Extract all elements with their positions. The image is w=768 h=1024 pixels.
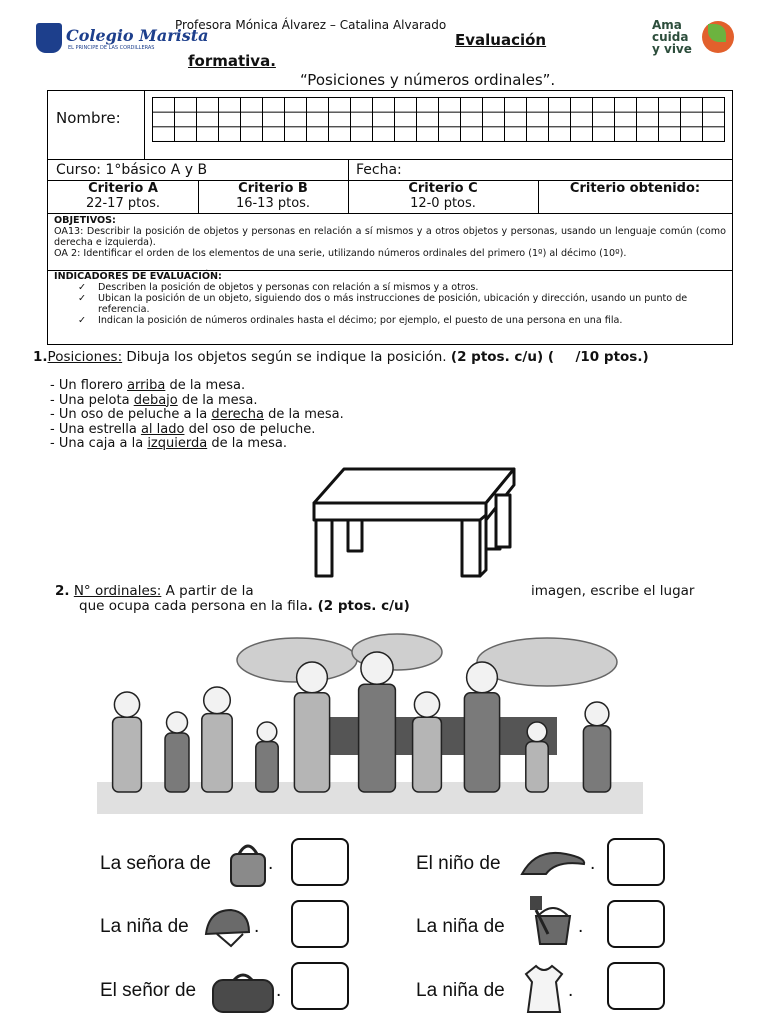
prompt-period: .	[590, 853, 596, 874]
instruction-item: - Un oso de peluche a la derecha de la mesa.	[50, 407, 344, 422]
person-head	[585, 702, 609, 726]
objectives-row	[48, 214, 732, 271]
question-points-total: /10 ptos.)	[575, 349, 649, 365]
indicators-list	[78, 282, 728, 326]
objectives-title: OBJETIVOS:	[54, 215, 116, 226]
prompt-period: .	[568, 980, 574, 1001]
person-body	[113, 717, 142, 792]
checkmark-icon: ✓	[78, 282, 87, 293]
school-logo	[30, 20, 209, 56]
question-text: Dibuja los objetos según se indique la posición.	[122, 349, 451, 365]
person-head	[204, 687, 231, 714]
person-head	[167, 712, 188, 733]
criterion-b: Criterio B 16-13 ptos.	[235, 181, 311, 211]
question-2	[55, 583, 254, 599]
helmet-icon	[203, 906, 253, 950]
criterion-obtained: Criterio obtenido:	[569, 181, 701, 196]
answer-box[interactable]	[291, 838, 349, 886]
person-body	[359, 684, 396, 792]
person-body	[464, 693, 499, 792]
question-1	[33, 349, 649, 365]
question-number: 1.	[33, 349, 48, 365]
person-body	[526, 742, 548, 792]
criteria-row	[48, 181, 732, 214]
prompt-girl-helmet: La niña de	[100, 916, 189, 937]
instruction-item: - Una estrella al lado del oso de peluche.	[50, 421, 316, 437]
question-points: . (2 ptos. c/u)	[307, 598, 410, 614]
table-drawing[interactable]	[308, 465, 520, 580]
title-line-1: Evaluación	[455, 31, 547, 49]
prompt-period: .	[254, 916, 260, 937]
divider	[144, 91, 145, 159]
question-text-line-2: que ocupa cada persona en la fila. (2 ptos. c/u)	[79, 598, 410, 614]
prompt-period: .	[578, 916, 584, 937]
sand-bucket-icon	[528, 894, 578, 948]
answer-box[interactable]	[291, 900, 349, 948]
objective-item: OA13: Describir la posición de objetos y personas en relación a sí mismos y a otros objetos y personas, usando un lenguaje común (como derecha e izquierda).	[54, 226, 726, 248]
person-head	[527, 722, 547, 742]
suitcase-icon	[210, 968, 276, 1014]
name-label: Nombre:	[56, 109, 121, 127]
instruction-item: - Un florero arriba de la mesa.	[50, 378, 246, 393]
indicators-row	[48, 271, 732, 343]
dress-icon	[518, 964, 570, 1014]
question-heading: Posiciones:	[47, 349, 123, 365]
checkmark-icon: ✓	[78, 293, 87, 304]
indicator-item: ✓ Indican la posición de números ordinales hasta el décimo; por ejemplo, el puesto de una persona en una fila.	[78, 315, 623, 326]
question-text: A partir de la	[161, 583, 254, 599]
instructions-list	[50, 379, 344, 452]
prompt-period: .	[276, 980, 282, 1001]
question-text-right: imagen, escribe el lugar	[531, 583, 695, 599]
question-heading: N° ordinales:	[73, 583, 162, 599]
school-logo-subtext: EL PRINCIPE DE LAS CORDILLERAS	[68, 45, 155, 51]
subtitle: “Posiciones y números ordinales”.	[300, 71, 556, 89]
person-body	[165, 733, 189, 792]
curso-label: Curso: 1°básico A y B	[56, 162, 208, 178]
answer-box[interactable]	[607, 962, 665, 1010]
person-head	[467, 662, 498, 693]
prompt-boy-cap: El niño de	[416, 853, 501, 874]
prompt-lady-bag: La señora de	[100, 853, 211, 874]
criterion-c: Criterio C 12-0 ptos.	[408, 181, 478, 211]
teachers-line: Profesora Mónica Álvarez – Catalina Alvarado	[175, 18, 447, 32]
person-head	[414, 692, 439, 717]
person-body	[413, 717, 442, 792]
people-line-illustration	[97, 632, 643, 814]
prompt-girl-bucket: La niña de	[416, 916, 505, 937]
cap-icon	[516, 846, 588, 880]
name-writing-grid[interactable]	[152, 97, 725, 142]
handbag-icon	[227, 838, 269, 890]
fecha-label: Fecha:	[356, 162, 402, 178]
objectives	[54, 215, 726, 259]
question-number: 2.	[55, 583, 70, 599]
objective-item: OA 2: Identificar el orden de los elementos de una serie, utilizando números ordinales del primero (1º) al décimo (10º).	[54, 248, 627, 259]
answer-box[interactable]	[607, 900, 665, 948]
school-shield-icon	[36, 23, 62, 53]
person-head	[114, 692, 139, 717]
instruction-item: - Una caja a la izquierda de la mesa.	[50, 436, 287, 451]
info-table	[47, 90, 733, 345]
answer-box[interactable]	[291, 962, 349, 1010]
checkmark-icon: ✓	[78, 315, 87, 326]
person-body	[294, 693, 329, 792]
name-row	[48, 91, 732, 160]
prompt-period: .	[268, 853, 274, 874]
person-body	[256, 742, 278, 792]
person-body	[583, 726, 610, 792]
leaf-icon	[708, 24, 726, 42]
indicator-item: ✓ Ubican la posición de un objeto, siguiendo dos o más instrucciones de posición, ubicación y dirección, usando un punto de referencia.	[78, 293, 688, 315]
curso-row	[48, 160, 732, 181]
criterion-a: Criterio A 22-17 ptos.	[85, 181, 161, 211]
prompt-man-suitcase: El señor de	[100, 980, 197, 1001]
indicator-item: ✓ Describen la posición de objetos y personas con relación a sí mismos y a otros.	[78, 282, 479, 293]
instruction-item: - Una pelota debajo de la mesa.	[50, 392, 258, 408]
person-body	[202, 714, 232, 792]
title-line-2: formativa.	[188, 52, 276, 70]
person-head	[257, 722, 277, 742]
answer-box[interactable]	[607, 838, 665, 886]
school-logo-text: Colegio Marista	[66, 26, 209, 45]
brand-logo-text: Ama cuida y vive	[652, 18, 692, 56]
question-points: (2 ptos. c/u) (	[450, 349, 555, 365]
background-clouds	[237, 634, 617, 686]
indicators-title: INDICADORES DE EVALUACIÓN:	[54, 271, 222, 282]
divider	[348, 160, 349, 180]
prompt-girl-dress: La niña de	[416, 980, 505, 1001]
brand-logo	[652, 18, 738, 60]
person-head	[361, 652, 393, 684]
person-head	[297, 662, 328, 693]
